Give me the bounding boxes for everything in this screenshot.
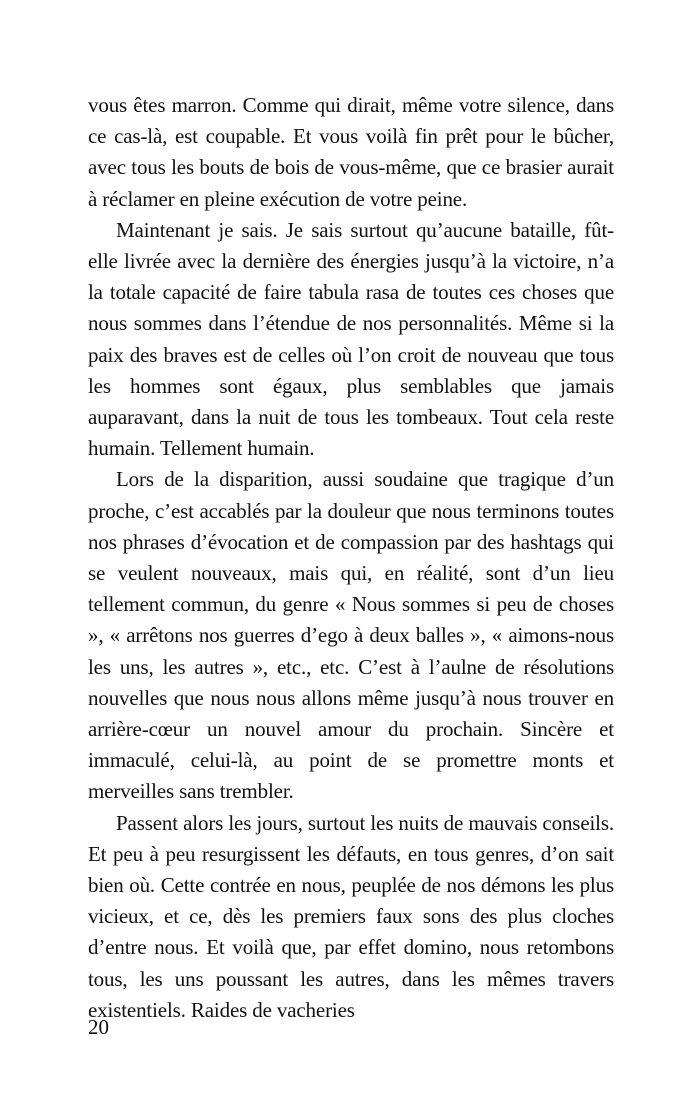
paragraph-1: vous êtes marron. Comme qui dirait, même votre silence, dans ce cas-là, est coupable. Et vous voilà fin prêt pour le bûcher, avec tous les bouts de bois de vous-même, que ce brasier aurait à réclamer en pleine exécution de votre peine.	[88, 93, 614, 211]
paragraph-3: Lors de la disparition, aussi soudaine que tragique d’un proche, c’est accablés par la douleur que nous terminons toutes nos phrases d’évocation et de compassion par des hashtags qui se veulent nouveaux, mais qui, en réalité, sont d’un lieu tellement commun, du genre « Nous sommes si peu de choses », « arrêtons nos guerres d’ego à deux balles », « aimons-nous les uns, les autres », etc., etc. C’est à l’aulne de résolutions nouvelles que nous nous allons même jusqu’à nous trouver en arrière-cœur un nouvel amour du prochain. Sincère et immaculé, celui-là, au point de se promettre monts et merveilles sans trembler.	[88, 467, 614, 804]
page-number: 20	[88, 1015, 109, 1039]
paragraph-2: Maintenant je sais. Je sais surtout qu’aucune bataille, fût-elle livrée avec la dernière des énergies jusqu’à la victoire, n’a la totale capacité de faire tabula rasa de toutes ces choses que nous sommes dans l’étendue de nos personnalités. Même si la paix des braves est de celles où l’on croit de nouveau que tous les hommes sont égaux, plus semblables que jamais auparavant, dans la nuit de tous les tombeaux. Tout cela reste humain. Tellement humain.	[88, 217, 614, 461]
page-body	[88, 90, 614, 1026]
paragraph-4: Passent alors les jours, surtout les nuits de mauvais conseils. Et peu à peu resurgissent les défauts, en tous genres, d’on sait bien où. Cette contrée en nous, peuplée de nos démons les plus vicieux, et ce, dès les premiers faux sons des plus cloches d’entre nous. Et voilà que, par effet domino, nous retombons tous, les uns poussant les autres, dans les mêmes travers existentiels. Raides de vacheries	[88, 810, 614, 1022]
